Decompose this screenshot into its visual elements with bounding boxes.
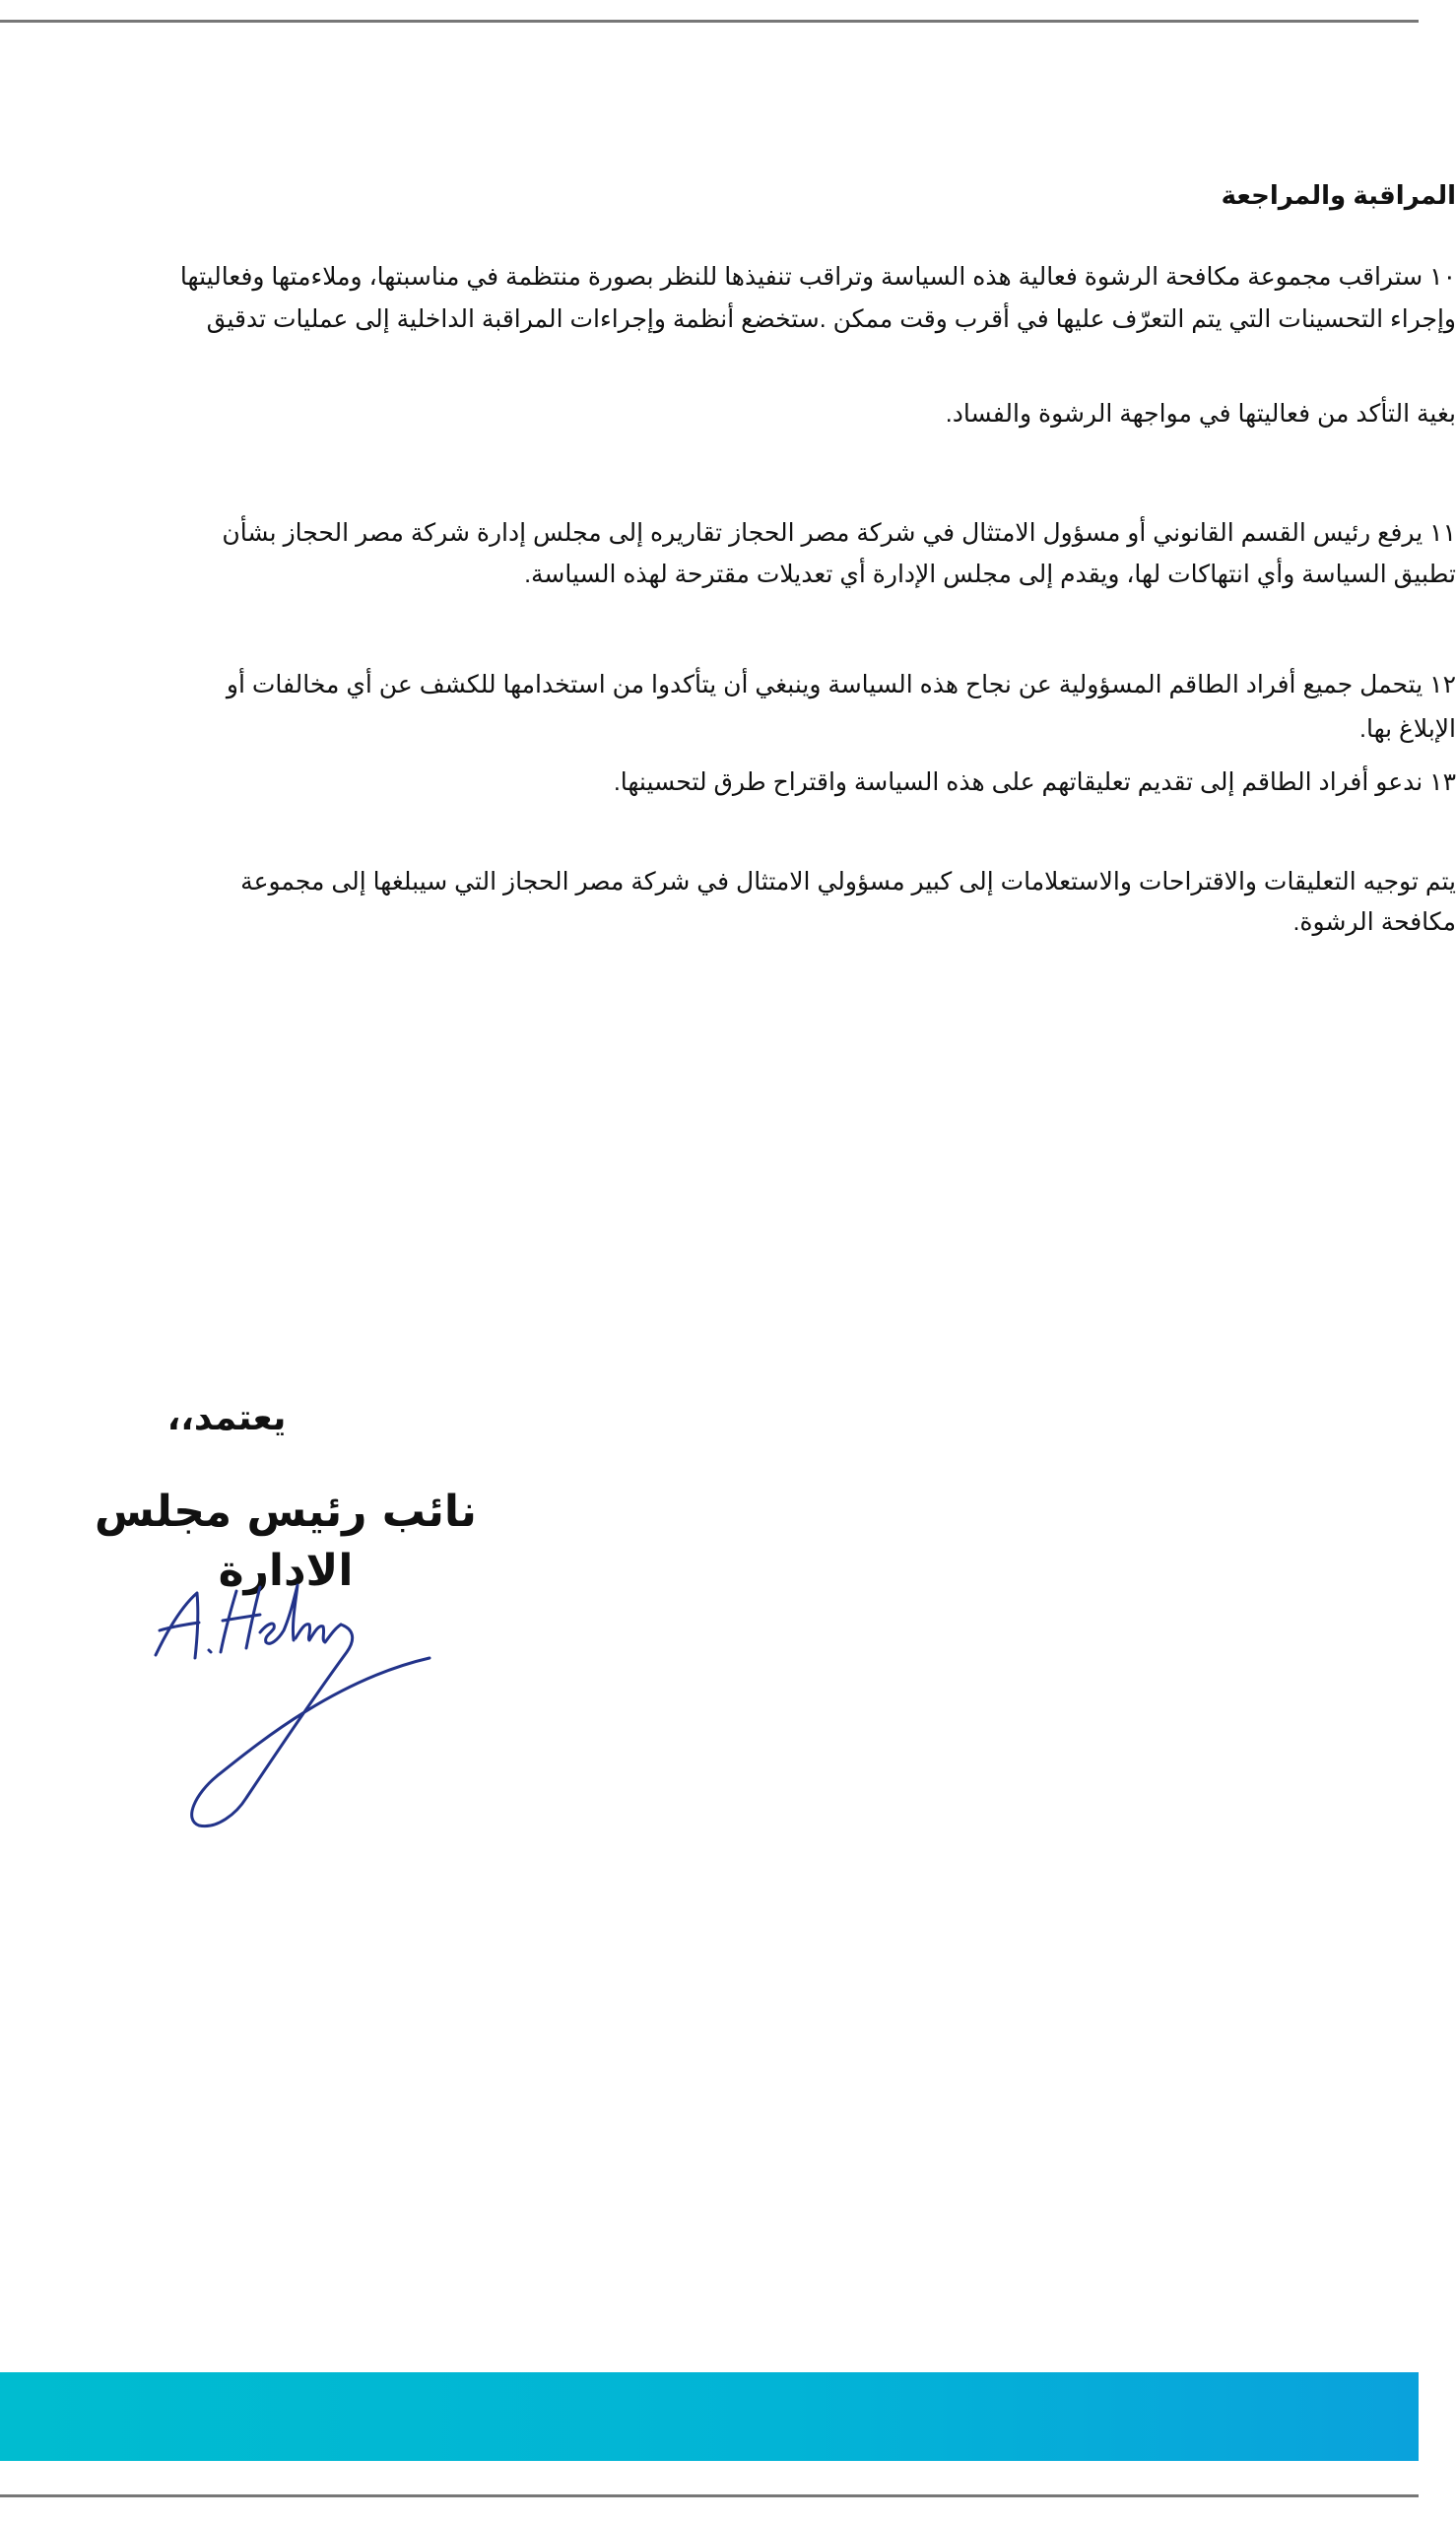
bottom-rule: [0, 2494, 1419, 2497]
paragraph-line: بغية التأكد من فعاليتها في مواجهة الرشوة والفساد.: [945, 400, 1456, 428]
paragraph-line: الإبلاغ بها.: [1359, 715, 1456, 743]
paragraph-line: ١١ يرفع رئيس القسم القانوني أو مسؤول الامتثال في شركة مصر الحجاز تقاريره إلى مجلس إدارة شركة مصر الحجاز بشأن: [222, 519, 1456, 547]
document-body: [0, 0, 1456, 1084]
approval-block: [20, 1384, 552, 1837]
paragraph-line: وإجراء التحسينات التي يتم التعرّف عليها في أقرب وقت ممكن .ستخضع أنظمة وإجراءات المراقبة الداخلية إلى عمليات تدقيق: [206, 305, 1456, 333]
approval-label: يعتمد،،: [166, 1398, 287, 1438]
paragraph-line: تطبيق السياسة وأي انتهاكات لها، ويقدم إلى مجلس الإدارة أي تعديلات مقترحة لهذه السياسة.: [524, 561, 1456, 588]
section-heading: المراقبة والمراجعة: [1221, 180, 1456, 210]
paragraph-line: يتم توجيه التعليقات والاقتراحات والاستعلامات إلى كبير مسؤولي الامتثال في شركة مصر الحجاز التي سيبلغها إلى مجموعة: [240, 868, 1456, 896]
paragraph-line: مكافحة الرشوة.: [1292, 908, 1456, 936]
handwritten-signature: [138, 1571, 433, 1837]
paragraph-line: ١٣ ندعو أفراد الطاقم إلى تقديم تعليقاتهم على هذه السياسة واقتراح طرق لتحسينها.: [613, 768, 1456, 796]
paragraph-line: ١٢ يتحمل جميع أفراد الطاقم المسؤولية عن نجاح هذه السياسة وينبغي أن يتأكدوا من استخدامها للكشف عن أي مخالفات أو: [226, 671, 1456, 698]
footer-color-band: [0, 2372, 1419, 2461]
approver-title: نائب رئيس مجلس الادارة: [95, 1487, 477, 1596]
paragraph-line: ١٠ ستراقب مجموعة مكافحة الرشوة فعالية هذه السياسة وتراقب تنفيذها للنظر بصورة منتظمة في مناسبتها، وملاءمتها وفعاليتها: [179, 263, 1456, 291]
